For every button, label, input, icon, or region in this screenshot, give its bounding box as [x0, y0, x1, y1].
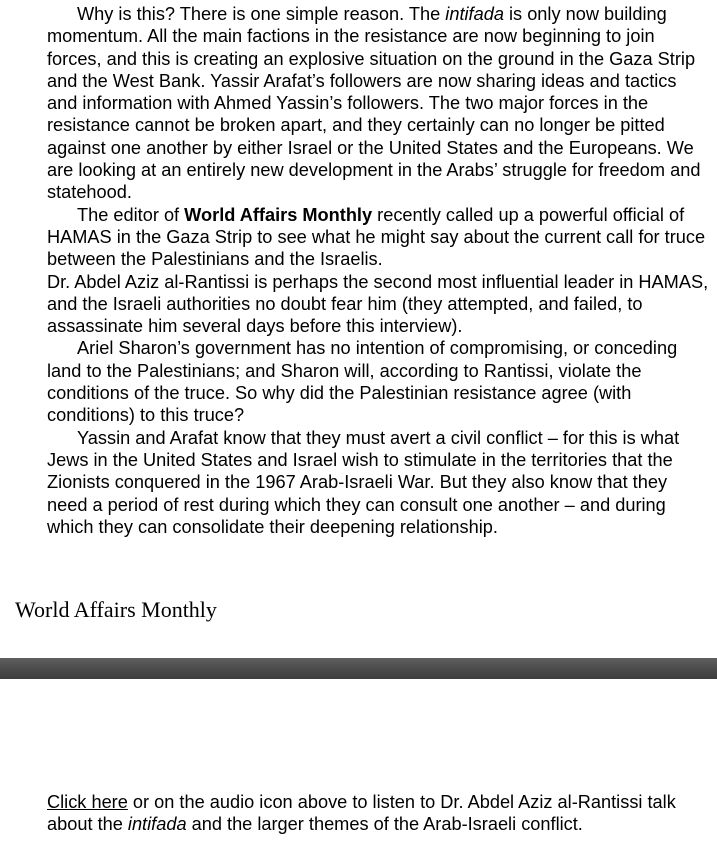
section-divider	[0, 658, 717, 679]
article-body	[47, 3, 711, 538]
audio-note-text-before: or on the audio icon above to listen to Dr. Abdel Aziz al-Rantissi talk about the	[47, 792, 676, 835]
p1-emphasis: intifada	[445, 4, 504, 24]
paragraph-3: Dr. Abdel Aziz al-Rantissi is perhaps the second most influential leader in HAMAS, and the Israeli authorities no doubt fear him (they attempted, and failed, to assassinate him several days before this interview).	[47, 271, 709, 337]
paragraph-1	[47, 3, 711, 204]
paragraph-4: Ariel Sharon’s government has no intention of compromising, or conceding land to the Palestinians; and Sharon will, according to Rantissi, violate the conditions of the truce. So why did the Palestinian resistance agree (with conditions) to this truce?	[47, 338, 678, 426]
audio-note	[47, 791, 711, 836]
p1-text-before: Why is this? There is one simple reason. The	[77, 4, 446, 24]
audio-note-text-after: and the larger themes of the Arab-Israeli conflict.	[186, 814, 583, 835]
p2-text-after: recently called up a powerful official of HAMAS in the Gaza Strip to see what he might say about the current call for truce between the Palestinians and the Israelis.	[47, 204, 706, 270]
p2-text-before: The editor of	[77, 204, 185, 225]
paragraph-5: Yassin and Arafat know that they must avert a civil conflict – for this is what Jews in the United States and Israel wish to stimulate in the territories that the Zionists conquered in the 1967 Arab-Israeli War. But they also know that they need a period of rest during which they can consult one another – and during which they can consolidate their deepening relationship.	[47, 427, 680, 537]
audio-note-emphasis: intifada	[127, 814, 187, 835]
p2-publication-name: World Affairs Monthly	[184, 204, 373, 225]
signature: World Affairs Monthly	[15, 597, 217, 622]
paragraph-2	[47, 204, 711, 271]
p1-text-after: is only now building momentum. All the main factions in the resistance are now beginning to join forces, and this is creating an explosive situation on the ground in the Gaza Strip and the West Bank. Yassir Arafat’s followers are now sharing ideas and tactics and information with Ahmed Yassin’s followers. The two major forces in the resistance cannot be broken apart, and they certainly can no longer be pitted against one another by either Israel or the United States and the Europeans. We are looking at an entirely new development in the Arabs’ struggle for freedom and statehood.	[47, 4, 701, 203]
click-here-link[interactable]: Click here	[47, 792, 128, 812]
